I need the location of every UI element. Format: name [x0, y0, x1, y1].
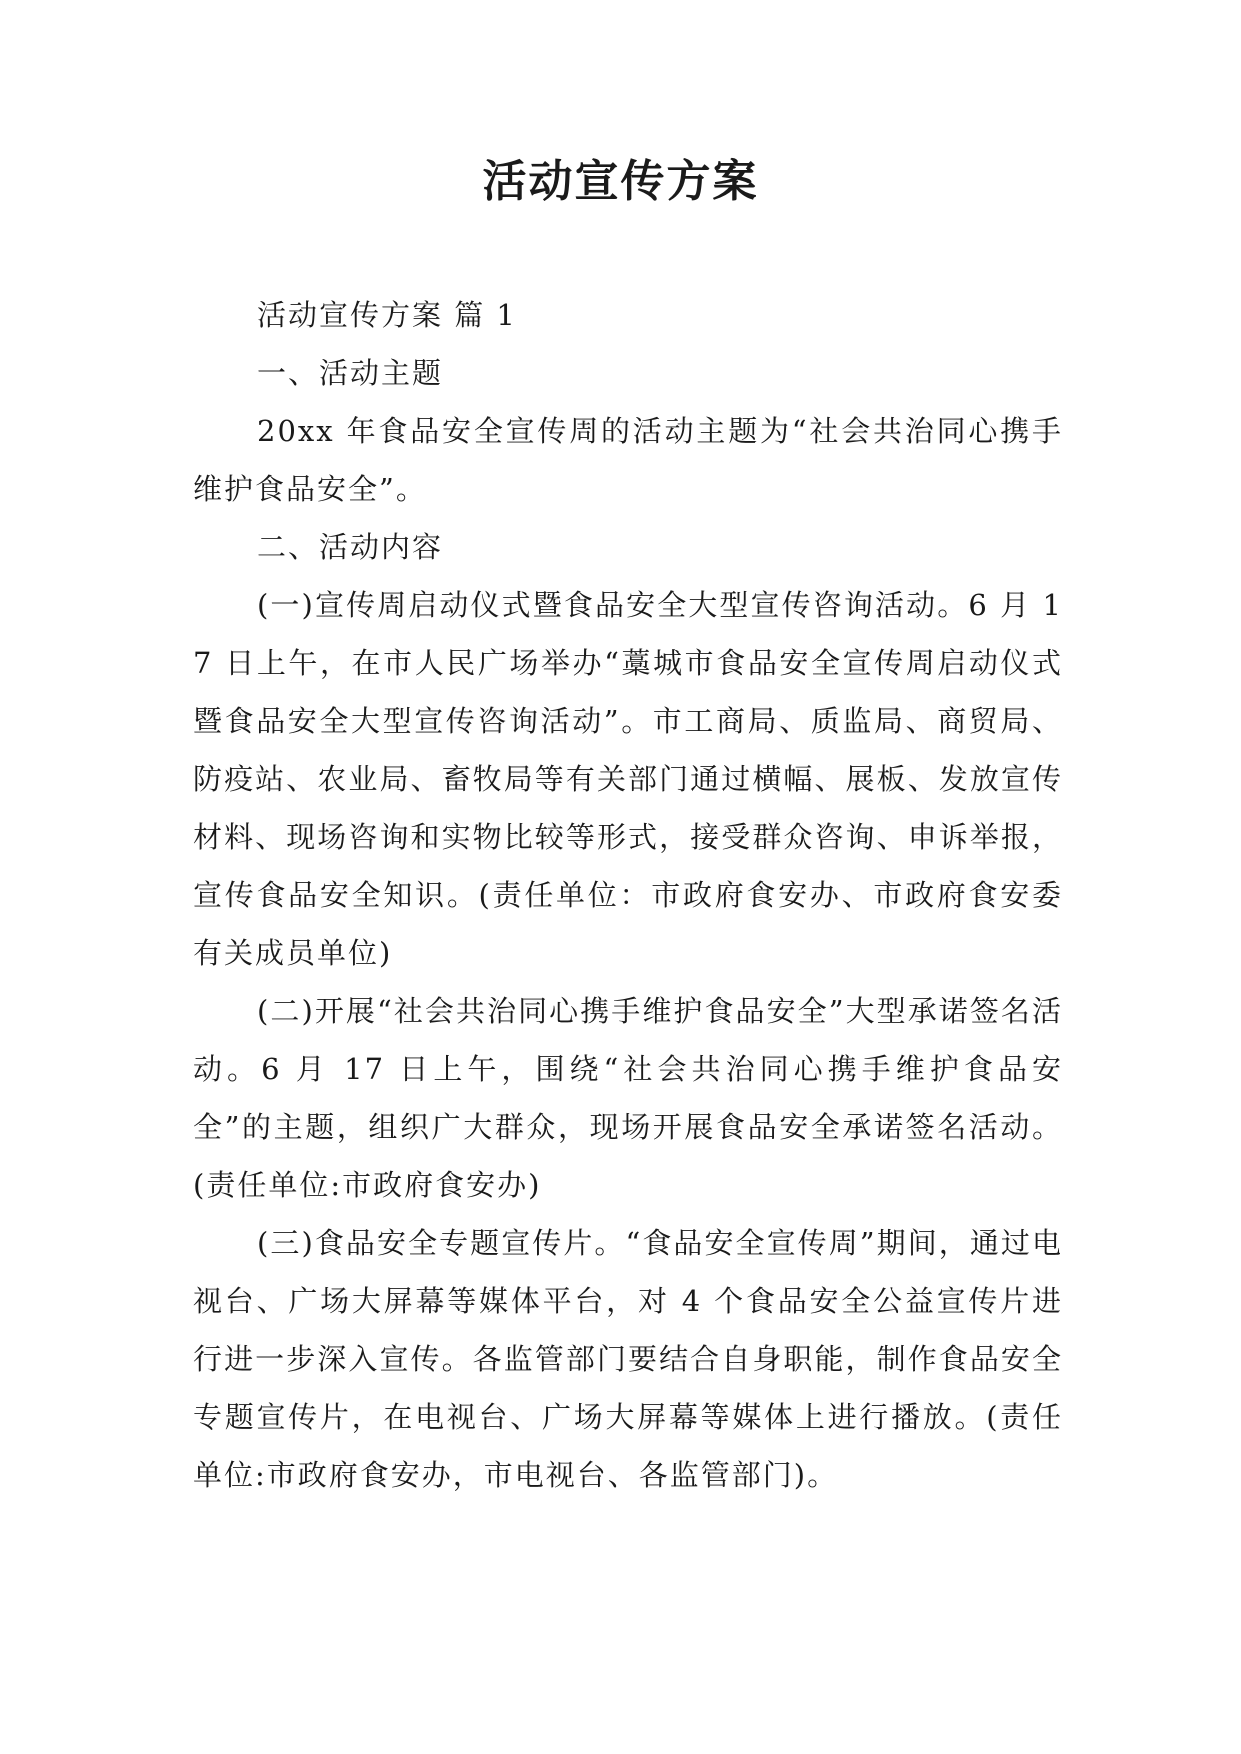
document-body — [193, 286, 1063, 1504]
subsection-heading-theme: 一、活动主题 — [257, 356, 444, 390]
paragraph-theme: 20xx 年食品安全宣传周的活动主题为“社会共治同心携手维护食品安全”。 — [193, 414, 1064, 506]
paragraph-item-3: (三)食品安全专题宣传片。“食品安全宣传周”期间，通过电视台、广场大屏幕等媒体平台，对 4 个食品安全公益宣传片进行进一步深入宣传。各监管部门要结合自身职能，制作食品安全专题宣传片，在电视台、广场大屏幕等媒体上进行播放。(责任单位:市政府食安办，市电视台、各监管部门)。 — [193, 1226, 1063, 1492]
section-heading: 活动宣传方案 篇 1 — [257, 298, 517, 332]
subsection-heading-content: 二、活动内容 — [257, 530, 444, 564]
paragraph-item-1: (一)宣传周启动仪式暨食品安全大型宣传咨询活动。6 月 17 日上午，在市人民广场举办“藁城市食品安全宣传周启动仪式暨食品安全大型宣传咨询活动”。市工商局、质监局、商贸局、防疫站、农业局、畜牧局等有关部门通过横幅、展板、发放宣传材料、现场咨询和实物比较等形式，接受群众咨询、申诉举报，宣传食品安全知识。(责任单位：市政府食安办、市政府食安委有关成员单位) — [193, 588, 1063, 970]
document-title: 活动宣传方案 — [482, 156, 759, 207]
paragraph-item-2: (二)开展“社会共治同心携手维护食品安全”大型承诺签名活动。6 月 17 日上午，围绕“社会共治同心携手维护食品安全”的主题，组织广大群众，现场开展食品安全承诺签名活动。(责任单位:市政府食安办) — [193, 994, 1063, 1202]
